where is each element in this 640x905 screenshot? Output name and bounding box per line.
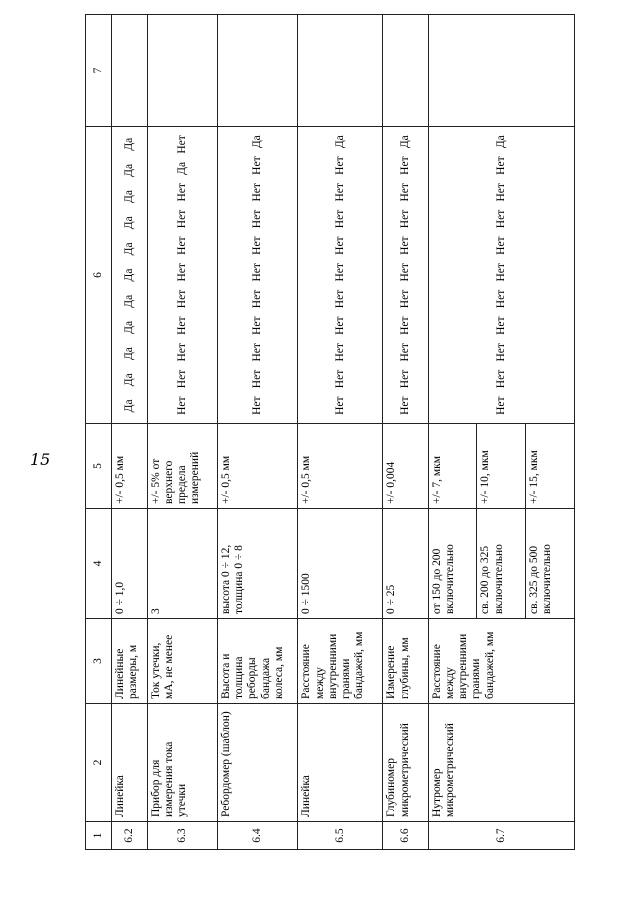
equipment-table [85,14,575,850]
applicability-value: Нет [175,316,188,335]
applicability-value: Нет [251,289,264,309]
measurement-range: от 150 до 200 включительно [428,509,477,619]
table-row [428,15,477,850]
applicability-value: Нет [494,263,507,282]
applicability-value: Нет [333,289,346,309]
applicability-value: Нет [251,369,264,389]
measurement-range: 3 [147,509,217,619]
instrument-name: Глубиномер микрометрический [383,704,428,822]
note-cell [428,15,574,127]
applicability-cell [383,127,428,424]
table-row [217,15,298,850]
table-row [383,15,428,850]
column-number: 1 [86,822,112,850]
applicability-value: Нет [251,316,264,335]
column-number: 5 [86,424,112,509]
measured-parameter: Высота и толщина реборды бандажа колеса, мм [217,619,298,704]
instrument-name: Нутромер микрометрический [428,704,574,822]
applicability-value: Нет [251,209,264,229]
applicability-value: Нет [494,316,507,335]
applicability-value: Нет [251,236,264,255]
applicability-value: Нет [333,263,346,282]
applicability-value: Да [122,347,135,361]
note-cell [298,15,383,127]
applicability-value: Нет [333,183,346,202]
item-number: 6.6 [383,822,428,850]
measurement-range: св. 325 до 500 включительно [526,509,575,619]
applicability-value: Нет [333,343,346,362]
applicability-merged-value: Да [333,135,346,149]
applicability-value: Да [122,216,135,230]
instrument-name: Ребордомер (шаблон) [217,704,298,822]
error-limit: +/- 0,5 мм [298,424,383,509]
applicability-cell [428,127,574,424]
applicability-value: Нет [399,316,411,335]
table-row [298,15,383,850]
note-cell [383,15,428,127]
applicability-value: Да [122,242,135,256]
item-number: 6.7 [428,822,574,850]
rotated-table-container [85,15,575,850]
instrument-name: Линейка [112,704,148,822]
applicability-value: Нет [251,183,264,202]
item-number: 6.5 [298,822,383,850]
applicability-value: Нет [494,156,507,175]
applicability-value: Нет [251,156,264,175]
error-limit: +/- 10, мкм [477,424,526,509]
applicability-value: Да [122,137,135,151]
applicability-cell [112,127,148,424]
applicability-value: Да [175,161,188,175]
applicability-value: Да [122,373,135,387]
instrument-name: Линейка [298,704,383,822]
applicability-value: Нет [399,209,411,229]
applicability-value: Нет [494,396,507,415]
applicability-value: Нет [494,369,507,389]
column-number: 3 [86,619,112,704]
applicability-value: Нет [494,343,507,362]
error-limit: +/- 7, мкм [428,424,477,509]
error-limit: +/- 15, мкм [526,424,575,509]
applicability-value: Да [122,268,135,282]
applicability-value: Нет [399,263,411,282]
applicability-cell [217,127,298,424]
applicability-value: Нет [251,343,264,362]
column-number: 4 [86,509,112,619]
applicability-merged-value: Да [251,135,264,149]
applicability-cell [147,127,217,424]
applicability-value: Нет [399,369,411,389]
applicability-value: Нет [175,183,188,202]
applicability-value: Да [122,294,135,308]
applicability-value: Нет [175,396,188,415]
measurement-range: высота 0 ÷ 12, толщина 0 ÷ 8 [217,509,298,619]
applicability-merged-value: Да [494,135,507,149]
applicability-value: Нет [399,156,411,175]
error-limit: +/- 0,5 мм [217,424,298,509]
measurement-range: 0 ÷ 1,0 [112,509,148,619]
applicability-value: Нет [175,209,188,229]
table-row [147,15,217,850]
applicability-value: Нет [494,209,507,229]
applicability-value: Нет [175,369,188,389]
measured-parameter: Расстояние между внутренними гранями бандажей, мм [428,619,574,704]
applicability-value: Нет [333,156,346,175]
applicability-value: Нет [333,316,346,335]
applicability-value: Нет [251,263,264,282]
item-number: 6.3 [147,822,217,850]
applicability-value: Да [122,163,135,177]
item-number: 6.2 [112,822,148,850]
applicability-value: Нет [399,396,411,415]
applicability-value: Нет [333,209,346,229]
applicability-value: Нет [333,369,346,389]
applicability-value: Нет [175,263,188,282]
applicability-value: Нет [399,343,411,362]
column-number: 7 [86,15,112,127]
measured-parameter: Ток утечки, мА, не менее [147,619,217,704]
item-number: 6.4 [217,822,298,850]
applicability-value: Нет [494,183,507,202]
note-cell [112,15,148,127]
applicability-value: Нет [333,396,346,415]
applicability-cell [298,127,383,424]
table-row [112,15,148,850]
applicability-value: Нет [175,289,188,309]
applicability-value: Нет [494,236,507,255]
applicability-value: Нет [251,396,264,415]
error-limit: +/- 0,5 мм [112,424,148,509]
note-cell [147,15,217,127]
error-limit: +/- 5% от верхнего предела измерений [147,424,217,509]
error-limit: +/- 0,004 [383,424,428,509]
page-number: 15 [30,450,51,469]
measurement-range: св. 200 до 325 включительно [477,509,526,619]
applicability-value: Да [122,190,135,204]
applicability-value: Да [122,399,135,413]
column-number-row [86,15,112,850]
measured-parameter: Расстояние между внутренними гранями бандажей, мм [298,619,383,704]
measurement-range: 0 ÷ 1500 [298,509,383,619]
column-number: 6 [86,127,112,424]
applicability-value: Нет [399,289,411,309]
measurement-range: 0 ÷ 25 [383,509,428,619]
measured-parameter: Линейные размеры, м [112,619,148,704]
applicability-merged-value: Нет [175,135,188,154]
applicability-value: Нет [494,289,507,309]
applicability-value: Нет [399,183,411,202]
applicability-value: Нет [175,236,188,255]
applicability-merged-value: Да [399,135,411,149]
measured-parameter: Измерение глубины, мм [383,619,428,704]
note-cell [217,15,298,127]
applicability-value: Да [122,320,135,334]
applicability-value: Нет [333,236,346,255]
instrument-name: Прибор для измерения тока утечки [147,704,217,822]
column-number: 2 [86,704,112,822]
applicability-value: Нет [175,343,188,362]
applicability-value: Нет [399,236,411,255]
